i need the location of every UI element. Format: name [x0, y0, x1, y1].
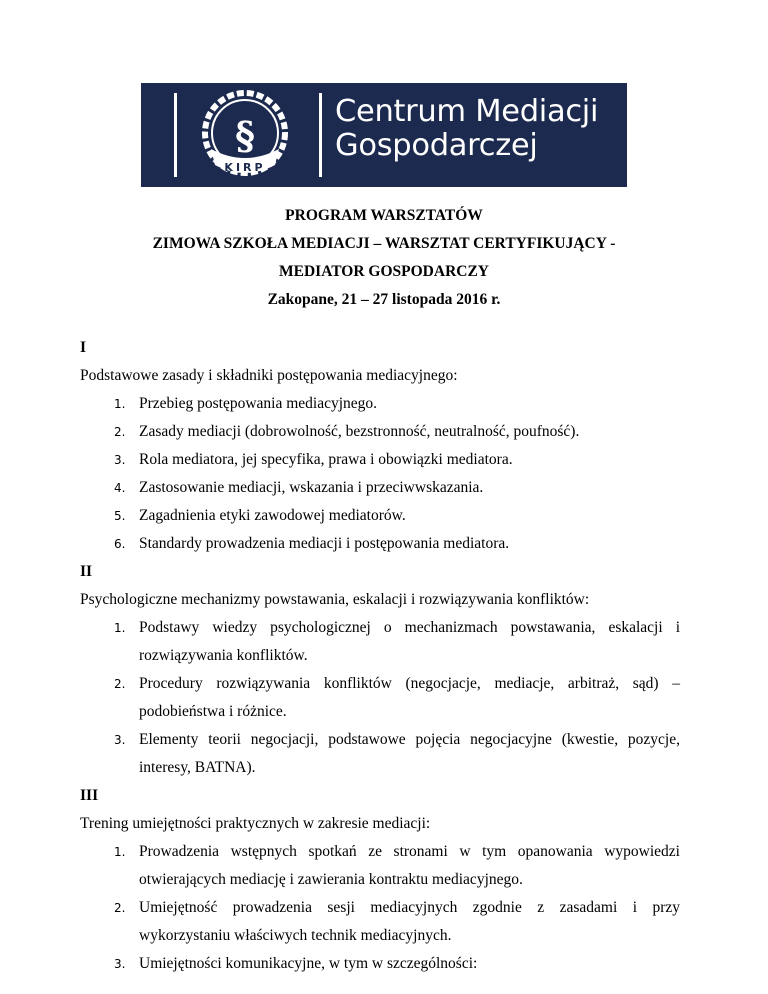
- section-title: Trening umiejętności praktycznych w zakresie mediacji:: [80, 815, 431, 832]
- list-item-text: Zasady mediacji (dobrowolność, bezstronność, neutralność, poufność).: [139, 423, 580, 440]
- section-number: I: [80, 339, 87, 356]
- logo-line-1: Centrum Mediacji: [335, 94, 599, 129]
- section-number: II: [80, 563, 93, 580]
- logo-banner: [141, 83, 627, 187]
- list-item-text: Elementy teorii negocjacji, podstawowe pojęcia negocjacyjne (kwestie, pozycje,: [139, 731, 680, 748]
- list-item-number: 3.: [114, 453, 126, 467]
- kirp-emblem-icon: [141, 83, 331, 187]
- logo-text: [335, 95, 598, 163]
- program-title: PROGRAM WARSZTATÓW: [285, 207, 483, 224]
- event-title: ZIMOWA SZKOŁA MEDIACJI – WARSZTAT CERTYFIKUJĄCY -: [152, 235, 616, 252]
- list-item-text-continued: podobieństwa i różnice.: [139, 703, 287, 720]
- event-subtitle: MEDIATOR GOSPODARCZY: [279, 263, 489, 280]
- list-item-text: Umiejętności komunikacyjne, w tym w szczególności:: [139, 955, 478, 972]
- list-item-number: 2.: [114, 677, 126, 691]
- list-item-text: Przebieg postępowania mediacyjnego.: [139, 395, 378, 412]
- list-item-number: 1.: [114, 621, 126, 635]
- list-item-number: 2.: [114, 901, 126, 915]
- list-item-number: 3.: [114, 733, 126, 747]
- list-item-number: 3.: [114, 957, 126, 971]
- list-item-text: Prowadzenia wstępnych spotkań ze stronami w tym opanowania wypowiedzi: [139, 843, 680, 860]
- list-item-text-continued: rozwiązywania konfliktów.: [139, 647, 308, 664]
- list-item-text-continued: interesy, BATNA).: [139, 759, 256, 776]
- list-item-text: Standardy prowadzenia mediacji i postępowania mediatora.: [139, 535, 510, 552]
- list-item-text: Podstawy wiedzy psychologicznej o mechanizmach powstawania, eskalacji i: [139, 619, 680, 636]
- list-item-number: 1.: [114, 397, 126, 411]
- list-item-text: Rola mediatora, jej specyfika, prawa i obowiązki mediatora.: [139, 451, 513, 468]
- section-title: Podstawowe zasady i składniki postępowania mediacyjnego:: [80, 367, 458, 384]
- list-item-text-continued: otwierających mediację i zawierania kontraktu mediacyjnego.: [139, 871, 523, 888]
- list-item-text: Umiejętność prowadzenia sesji mediacyjnych zgodnie z zasadami i przy: [139, 899, 680, 916]
- emblem-paragraph-symbol: §: [235, 113, 255, 158]
- list-item-text-continued: wykorzystaniu właściwych technik mediacyjnych.: [139, 927, 452, 944]
- logo-line-2: Gospodarczej: [335, 128, 538, 163]
- list-item-number: 4.: [114, 481, 126, 495]
- list-item-text: Zagadnienia etyki zawodowej mediatorów.: [139, 507, 406, 524]
- section-number: III: [80, 787, 99, 804]
- list-item-number: 1.: [114, 845, 126, 859]
- event-date-place: Zakopane, 21 – 27 listopada 2016 r.: [267, 291, 501, 308]
- list-item-text: Zastosowanie mediacji, wskazania i przeciwwskazania.: [139, 479, 484, 496]
- emblem-kirp-text: KIRP: [224, 161, 266, 174]
- section-title: Psychologiczne mechanizmy powstawania, eskalacji i rozwiązywania konfliktów:: [80, 591, 590, 608]
- list-item-number: 5.: [114, 509, 126, 523]
- list-item-number: 2.: [114, 425, 126, 439]
- list-item-number: 6.: [114, 537, 126, 551]
- list-item-text: Procedury rozwiązywania konfliktów (negocjacje, mediacje, arbitraż, sąd) –: [139, 675, 680, 692]
